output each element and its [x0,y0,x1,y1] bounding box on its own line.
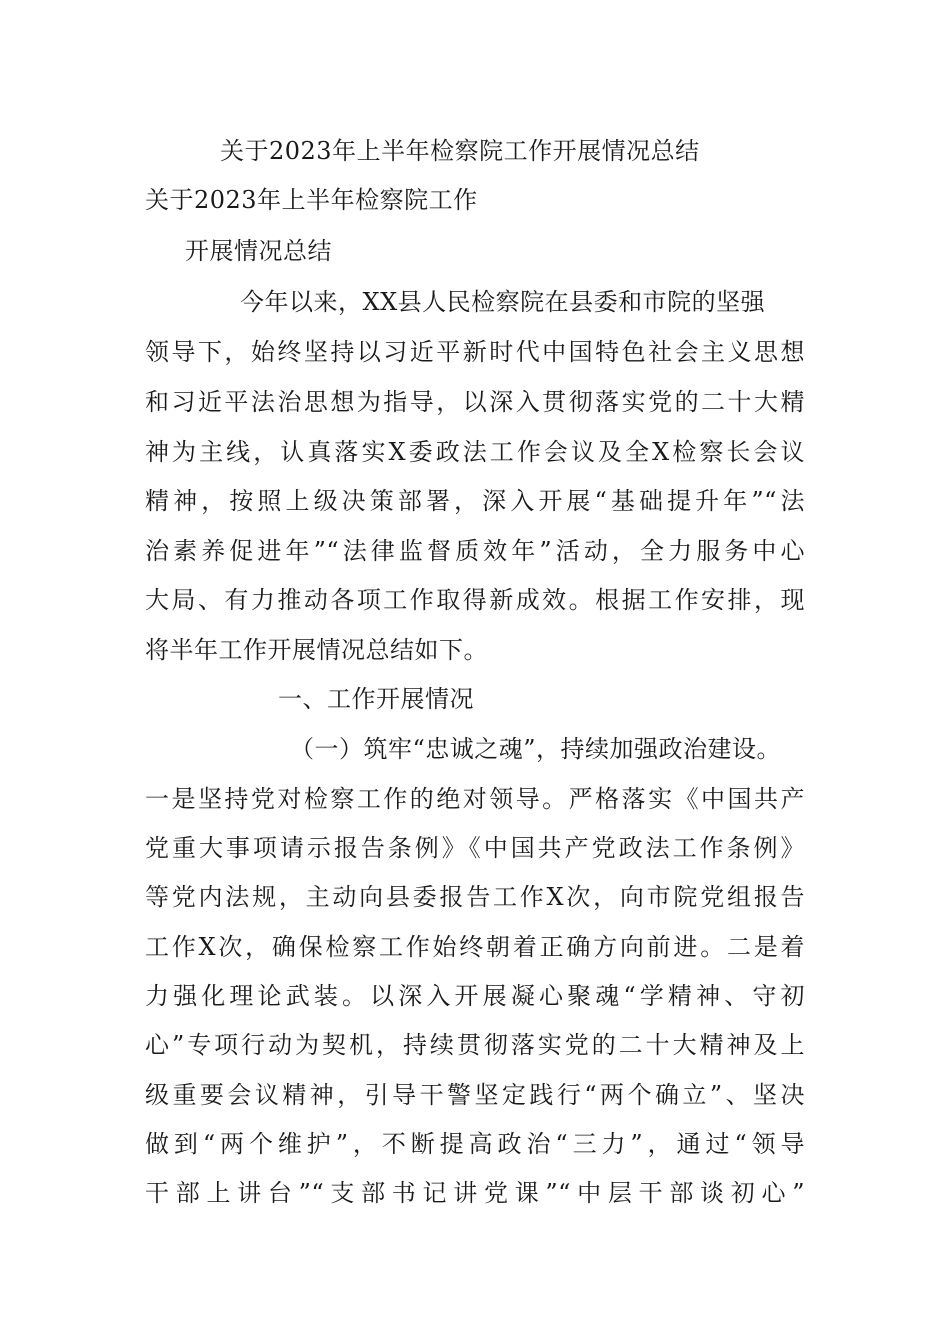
subtitle-line-2: 开展情况总结 [185,237,332,265]
intro-line: 神为主线，认真落实X委政法工作会议及全X检察长会议 [145,438,805,466]
intro-line: 领导下，始终坚持以习近平新时代中国特色社会主义思想 [145,338,805,366]
body-line: 级重要会议精神，引导干警坚定践行“两个确立”、坚决 [145,1081,805,1109]
intro-line: 将半年工作开展情况总结如下。 [145,636,488,664]
intro-line: 精神，按照上级决策部署，深入开展“基础提升年”“法 [145,487,805,515]
intro-line: 治素养促进年”“法律监督质效年”活动，全力服务中心 [145,537,805,565]
subsection-heading: （一）筑牢“忠诚之魂”，持续加强政治建设。 [290,735,782,763]
body-line: 等党内法规，主动向县委报告工作X次，向市院党组报告 [145,883,805,911]
subtitle-line-1: 关于2023年上半年检察院工作 [145,186,478,214]
body-line: 心”专项行动为契机，持续贯彻落实党的二十大精神及上 [145,1031,805,1059]
intro-line: 今年以来，XX县人民检察院在县委和市院的坚强 [240,288,766,316]
intro-line: 大局、有力推动各项工作取得新成效。根据工作安排，现 [145,586,805,614]
body-line: 力强化理论武装。以深入开展凝心聚魂“学精神、守初 [145,982,805,1010]
body-line: 工作X次，确保检察工作始终朝着正确方向前进。二是着 [145,933,805,961]
body-line: 干部上讲台”“支部书记讲党课”“中层干部谈初心” [145,1179,805,1207]
section-heading: 一、工作开展情况 [278,685,474,713]
intro-line: 和习近平法治思想为指导，以深入贯彻落实党的二十大精 [145,388,805,416]
body-line: 一是坚持党对检察工作的绝对领导。严格落实《中国共产 [145,785,805,813]
body-line: 党重大事项请示报告条例》《中国共产党政法工作条例》 [145,834,805,862]
body-line: 做到“两个维护”，不断提高政治“三力”，通过“领导 [145,1130,805,1158]
document-title: 关于2023年上半年检察院工作开展情况总结 [220,137,700,165]
